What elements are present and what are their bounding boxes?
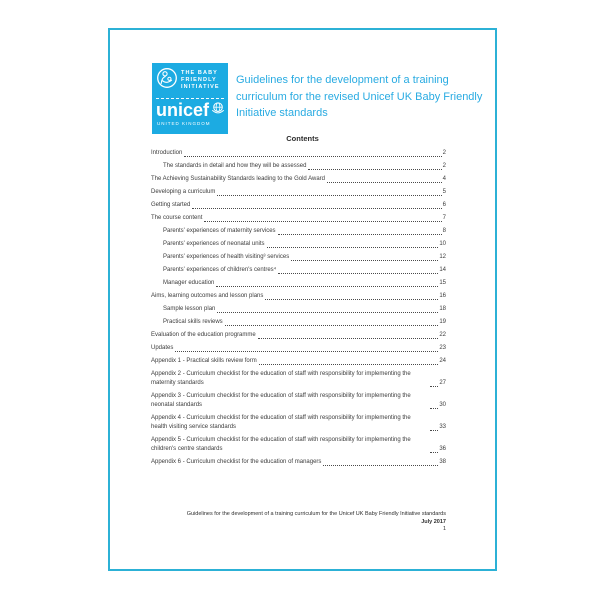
unicef-wordmark-row (152, 99, 228, 120)
toc-entry-label: Parents' experiences of maternity services (163, 228, 276, 234)
toc-dot-leader (225, 325, 439, 326)
toc-dot-leader (204, 221, 441, 222)
footer-page-number: 1 (442, 526, 446, 532)
toc-entry-page-number: 18 (439, 306, 446, 312)
toc-entry-page-number: 19 (439, 319, 446, 325)
unicef-country-label: UNITED KINGDOM (157, 121, 211, 126)
toc-entry-label: The standards in detail and how they will be assessed (163, 163, 307, 169)
toc-entry-label: Sample lesson plan (163, 306, 216, 312)
unicef-wordmark: unicef (156, 100, 210, 120)
toc-dot-leader (430, 430, 438, 431)
toc-entry-page-number: 12 (439, 254, 446, 260)
footer-document-name: Guidelines for the development of a training curriculum for the Unicef UK Baby Friendly Initiative standards (186, 511, 446, 517)
toc-dot-leader (430, 452, 438, 453)
toc-dot-leader (216, 286, 438, 287)
toc-entry[interactable] (151, 318, 446, 327)
toc-entry-page-number: 38 (439, 459, 446, 465)
toc-entry[interactable] (151, 253, 446, 262)
toc-entry-page-number: 22 (439, 332, 446, 338)
toc-entry-label: Aims, learning outcomes and lesson plans (151, 293, 264, 299)
toc-entry-page-number: 24 (439, 358, 446, 364)
bfi-line: THE BABY (181, 70, 218, 76)
toc-dot-leader (258, 338, 439, 339)
contents-heading: Contents (286, 134, 319, 143)
toc-dot-leader (265, 299, 438, 300)
toc-entry-label: Introduction (151, 150, 183, 156)
toc-entry-page-number: 30 (439, 402, 446, 408)
toc-entry-label: Evaluation of the education programme (151, 332, 256, 338)
toc-dot-leader (259, 364, 439, 365)
bfi-line: INITIATIVE (181, 84, 220, 90)
toc-entry[interactable] (151, 357, 446, 366)
toc-entry[interactable] (151, 370, 446, 388)
toc-entry[interactable] (151, 414, 446, 432)
toc-dot-leader (308, 169, 441, 170)
toc-dot-leader (184, 156, 441, 157)
toc-entry-label: Appendix 2 - Curriculum checklist for the education of staff with responsibility for implementing the maternity standards (151, 371, 411, 386)
toc-entry-label: The course content (151, 215, 203, 221)
toc-entry-label: The Achieving Sustainability Standards leading to the Gold Award (151, 176, 325, 182)
toc-dot-leader (327, 182, 442, 183)
toc-list (151, 149, 446, 471)
document-page (108, 28, 497, 571)
toc-entry-page-number: 36 (439, 446, 446, 452)
toc-entry-label: Developing a curriculum (151, 189, 216, 195)
toc-entry-page-number: 15 (439, 280, 446, 286)
toc-dot-leader (278, 234, 442, 235)
toc-entry-page-number: 6 (442, 202, 446, 208)
toc-entry-label: Getting started (151, 202, 191, 208)
toc-entry-label: Parents' experiences of neonatal units (163, 241, 265, 247)
toc-entry-page-number: 14 (439, 267, 446, 273)
toc-entry[interactable] (151, 214, 446, 223)
toc-entry[interactable] (151, 344, 446, 353)
toc-dot-leader (430, 408, 438, 409)
toc-entry-page-number: 23 (439, 345, 446, 351)
toc-entry-page-number: 8 (442, 228, 446, 234)
toc-entry-page-number: 2 (442, 163, 446, 169)
unicef-bfi-logo (152, 63, 228, 134)
toc-entry-label: Parents' experiences of children's centres⁴ (163, 267, 277, 273)
toc-entry[interactable] (151, 188, 446, 197)
toc-entry[interactable] (151, 201, 446, 210)
toc-entry-page-number: 16 (439, 293, 446, 299)
toc-entry-page-number: 5 (442, 189, 446, 195)
bfi-logo-text (181, 70, 220, 91)
toc-entry[interactable] (151, 458, 446, 467)
toc-dot-leader (278, 273, 438, 274)
toc-entry-label: Manager education (163, 280, 215, 286)
toc-entry[interactable] (151, 149, 446, 158)
toc-entry-label: Practical skills reviews (163, 319, 223, 325)
toc-entry-page-number: 4 (442, 176, 446, 182)
toc-dot-leader (430, 386, 438, 387)
toc-entry-page-number: 10 (439, 241, 446, 247)
toc-entry-label: Appendix 1 - Practical skills review form (151, 358, 257, 364)
toc-entry-label: Appendix 3 - Curriculum checklist for the education of staff with responsibility for implementing the neonatal standards (151, 393, 411, 408)
toc-dot-leader (267, 247, 439, 248)
toc-entry-page-number: 27 (439, 380, 446, 386)
document-title: Guidelines for the development of a training curriculum for the revised Unicef UK Baby Friendly Initiative standards (236, 74, 483, 119)
toc-dot-leader (291, 260, 438, 261)
toc-entry-page-number: 33 (439, 424, 446, 430)
mother-and-baby-icon (156, 67, 178, 94)
toc-entry[interactable] (151, 266, 446, 275)
toc-entry[interactable] (151, 240, 446, 249)
toc-entry-label: Appendix 6 - Curriculum checklist for the education of managers (151, 459, 322, 465)
toc-entry[interactable] (151, 392, 446, 410)
toc-entry[interactable] (151, 292, 446, 301)
toc-entry[interactable] (151, 175, 446, 184)
toc-entry-label: Parents' experiences of health visiting³ services (163, 254, 290, 260)
bfi-line: FRIENDLY (181, 77, 217, 83)
toc-dot-leader (217, 312, 438, 313)
toc-entry-page-number: 7 (442, 215, 446, 221)
toc-dot-leader (217, 195, 441, 196)
toc-entry-page-number: 2 (442, 150, 446, 156)
toc-entry[interactable] (151, 227, 446, 236)
footer-date: July 2017 (421, 518, 446, 525)
toc-dot-leader (192, 208, 441, 209)
toc-dot-leader (323, 465, 438, 466)
bfi-logo-top (152, 63, 228, 94)
toc-entry[interactable] (151, 279, 446, 288)
toc-entry-label: Appendix 4 - Curriculum checklist for the education of staff with responsibility for implementing the health visiting service standards (151, 415, 411, 430)
toc-entry[interactable] (151, 305, 446, 314)
page-footer (187, 511, 446, 534)
toc-entry-label: Appendix 5 - Curriculum checklist for the education of staff with responsibility for implementing the children's centre standards (151, 437, 411, 452)
toc-entry[interactable] (151, 331, 446, 340)
unicef-globe-icon (211, 101, 225, 120)
toc-dot-leader (175, 351, 438, 352)
toc-entry-label: Updates (151, 345, 174, 351)
toc-entry[interactable] (151, 436, 446, 454)
toc-entry[interactable] (151, 162, 446, 171)
